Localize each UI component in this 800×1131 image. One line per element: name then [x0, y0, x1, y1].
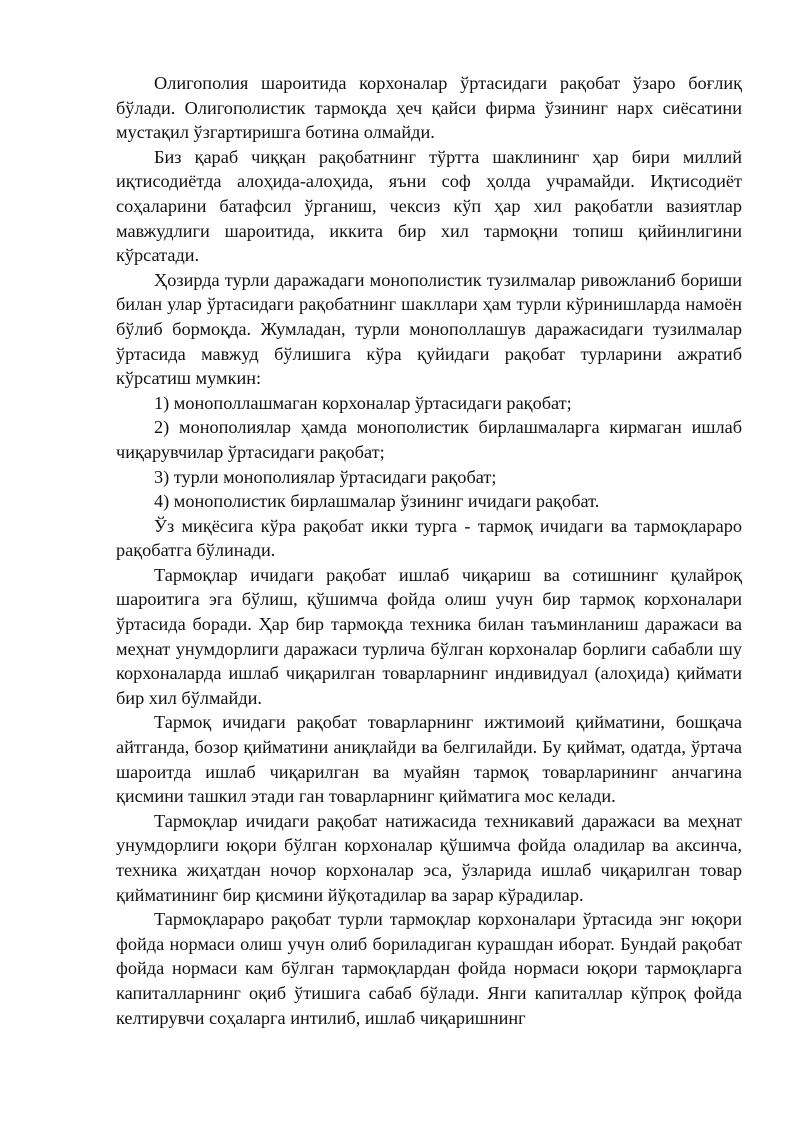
list-item: 2) монополиялар ҳамда монополистик бирлашмаларга кирмаган ишлаб чиқарувчилар ўртасидаги рақобат; — [116, 417, 742, 462]
paragraph-inter-industry: Тармоқлараро рақобат турли тармоқлар корхоналари ўртасида энг юқори фойда нормаси олиш учун олиб бориладиган курашдан иборат. Бундай рақобат фойда нормаси кам бўлган тармоқлардан фойда нормаси юқори тармоқларга капиталларнинг оқиб ўтишига сабаб бўлади. Янги капиталлар кўпроқ фойда келтирувчи соҳаларга интилиб, ишлаб чиқаришнинг — [116, 909, 742, 1028]
list-item: 3) турли монополиялар ўртасидаги рақобат; — [154, 466, 497, 487]
paragraph-monopolistic-structures: Ҳозирда турли даражадаги монополистик тузилмалар ривожланиб бориши билан улар ўртасидаги рақобатнинг шакллари ҳам турли кўринишларда намоён бўлиб бормоқда. Жумладан, турли монополлашув даражасидаги тузилмалар ўртасида мавжуд бўлишига кўра қуйидаги рақобат турларини ажратиб кўрсатиш мумкин: — [116, 269, 742, 389]
paragraph-competition-forms: Биз қараб чиққан рақобатнинг тўртта шаклининг ҳар бири миллий иқтисодиётда алоҳида-алоҳида, яъни соф ҳолда учрамайди. Иқтисодиёт соҳаларини батафсил ўрганиш, чексиз кўп ҳар хил рақобатли вазиятлар мавжудлиги шароитида, иккита бир хил тармоқни топиш қийинлигини кўрсатади. — [116, 146, 742, 266]
paragraph-social-value: Тармоқ ичидаги рақобат товарларнинг ижтимоий қийматини, бошқача айтганда, бозор қийматини аниқлайди ва белгилайди. Бу қиймат, одатда, ўртача шароитда ишлаб чиқарилган ва муайян тармоқ товарларининг анчагина қисмини ташкил этади ган товарларнинг қийматига мос келади. — [116, 712, 742, 807]
competition-types-list — [116, 391, 742, 514]
paragraph-intra-industry-result: Тармоқлар ичидаги рақобат натижасида техникавий даражаси ва меҳнат унумдорлиги юқори бўлган корхоналар қўшимча фойда оладилар ва аксинча, техника жиҳатдан ночор корхоналар эса, ўзларида ишлаб чиқарилган товар қийматининг бир қисмини йўқотадилар ва зарар кўрадилар. — [116, 810, 742, 905]
list-item: 4) монополистик бирлашмалар ўзининг ичидаги рақобат. — [154, 491, 600, 512]
paragraph-intra-industry: Тармоқлар ичидаги рақобат ишлаб чиқариш ва сотишнинг қулайроқ шароитига эга бўлиш, қўшимча фойда олиш учун бир тармоқ корхоналари ўртасида боради. Ҳар бир тармоқда техника билан таъминланиш даражаси ва меҳнат унумдорлиги даражаси турлича бўлган корхоналар борлиги сабабли шу корхоналарда ишлаб чиқарилган товарларнинг индивидуал (алоҳида) қиймати бир хил бўлмайди. — [116, 564, 742, 708]
paragraph-oligopoly: Олигополия шароитида корхоналар ўртасидаги рақобат ўзаро боғлиқ бўлади. Олигополистик тармоқда ҳеч қайси фирма ўзининг нарх сиёсатини мустақил ўзгартиришга ботина олмайди. — [116, 73, 742, 143]
document-page — [116, 71, 742, 1030]
paragraph-scale-types: Ўз миқёсига кўра рақобат икки турга - тармоқ ичидаги ва тармоқлараро рақобатга бўлинади. — [116, 515, 742, 561]
list-item: 1) монополлашмаган корхоналар ўртасидаги рақобат; — [154, 392, 572, 413]
